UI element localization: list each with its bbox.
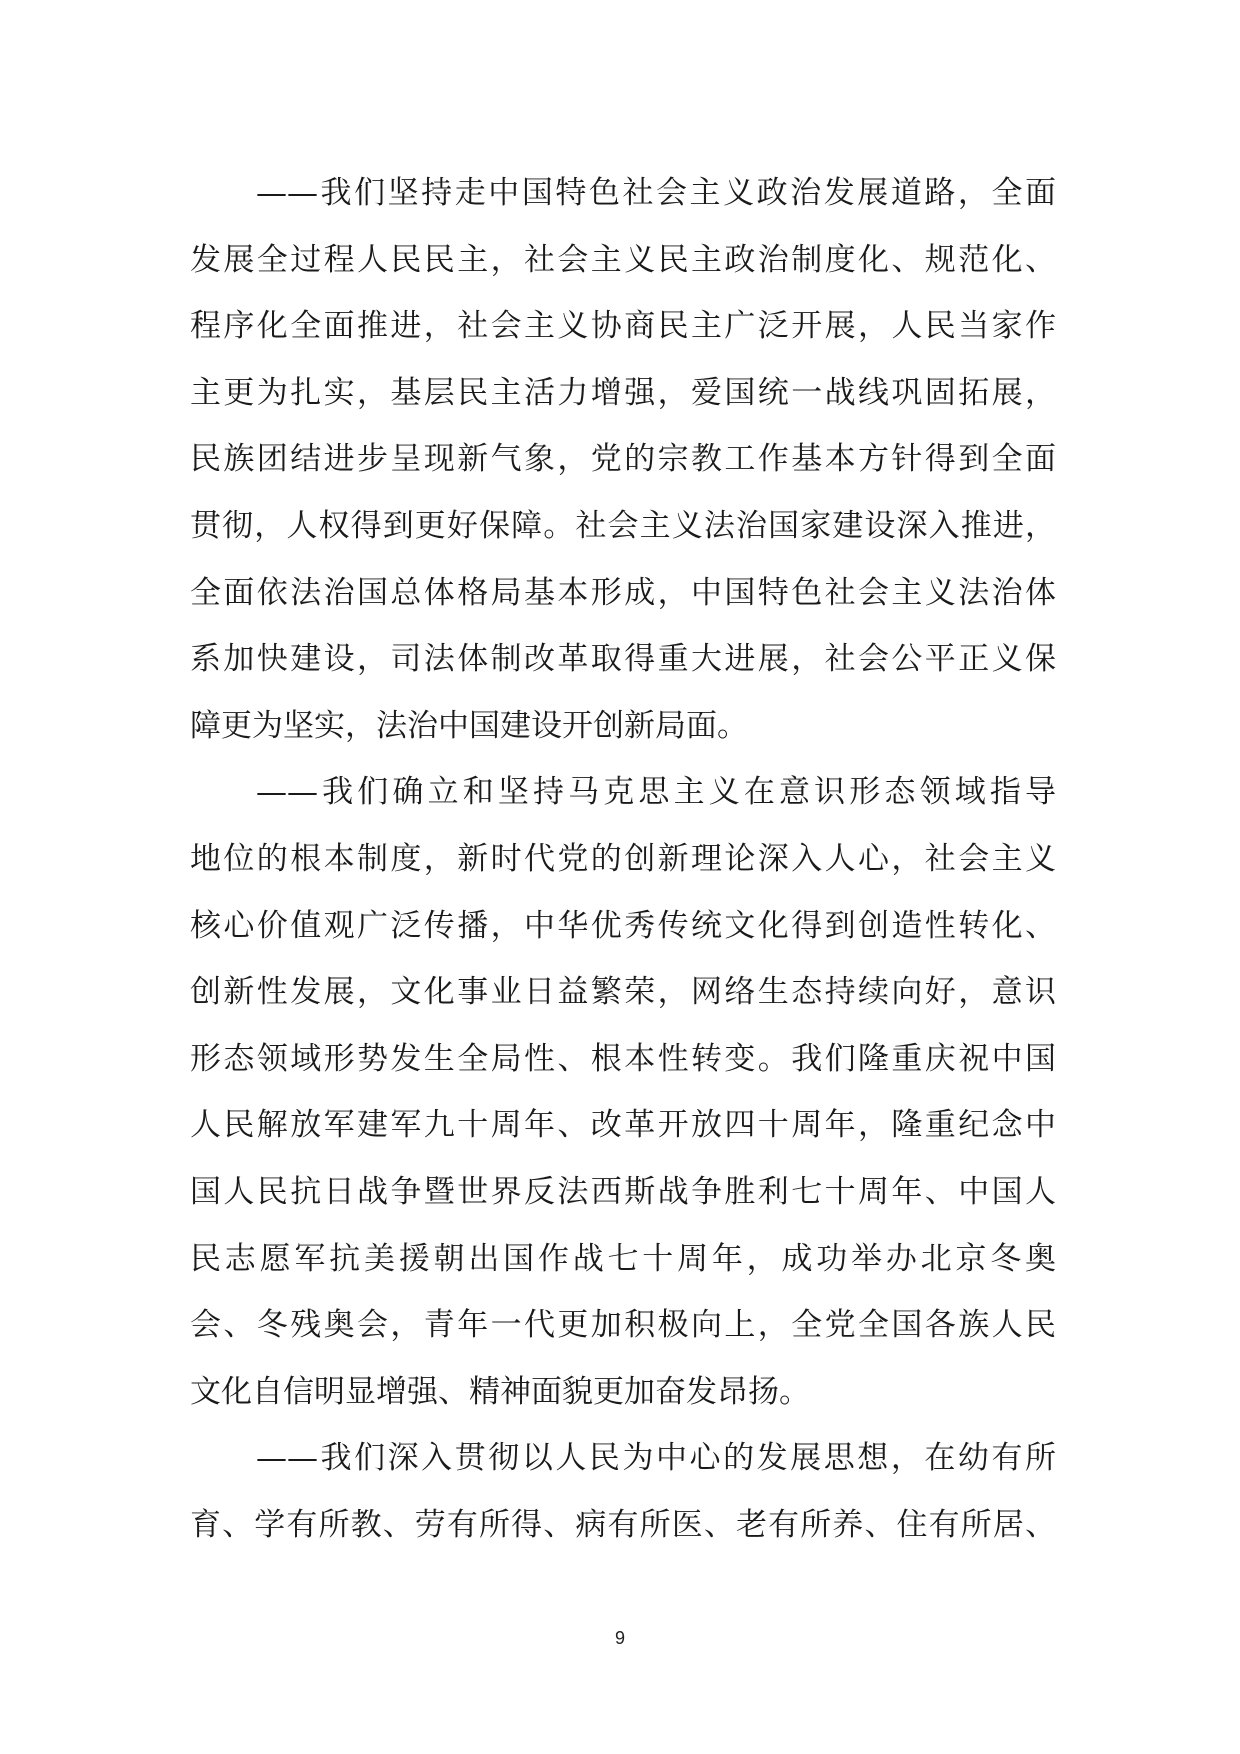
text-line: 国人民抗日战争暨世界反法西斯战争胜利七十周年、中国人 [190,1173,1056,1210]
text-line: 全面依法治国总体格局基本形成，中国特色社会主义法治体 [190,574,1056,611]
text-line: ——我们坚持走中国特色社会主义政治发展道路，全面 [256,175,1056,211]
text-line: 民族团结进步呈现新气象，党的宗教工作基本方针得到全面 [190,441,1056,478]
text-line: 程序化全面推进，社会主义协商民主广泛开展，人民当家作 [190,308,1056,345]
body-text [190,160,1056,1558]
text-line: 地位的根本制度，新时代党的创新理论深入人心，社会主义 [190,840,1056,877]
text-line: 核心价值观广泛传播，中华优秀传统文化得到创造性转化、 [190,907,1056,944]
text-line: 文化自信明显增强、精神面貌更加奋发昂扬。 [190,1373,810,1410]
text-line: 发展全过程人民民主，社会主义民主政治制度化、规范化、 [190,241,1056,278]
text-line: 障更为坚实，法治中国建设开创新局面。 [190,707,748,744]
text-line: 会、冬残奥会，青年一代更加积极向上，全党全国各族人民 [190,1307,1056,1344]
text-line: 创新性发展，文化事业日益繁荣，网络生态持续向好，意识 [190,974,1056,1011]
text-line: ——我们确立和坚持马克思主义在意识形态领域指导 [256,774,1056,811]
paragraph-ideology [190,759,1056,1425]
text-line: 主更为扎实，基层民主活力增强，爱国统一战线巩固拓展， [190,374,1056,411]
page-number: 9 [614,1628,625,1648]
text-line: 形态领域形势发生全局性、根本性转变。我们隆重庆祝中国 [190,1040,1056,1077]
text-line: 人民解放军建军九十周年、改革开放四十周年，隆重纪念中 [190,1107,1056,1144]
paragraph-people-centered [190,1425,1056,1558]
paragraph-politics [190,160,1056,759]
text-line: 育、学有所教、劳有所得、病有所医、老有所养、住有所居、 [190,1506,1056,1543]
text-line: 贯彻，人权得到更好保障。社会主义法治国家建设深入推进， [190,507,1056,544]
text-line: ——我们深入贯彻以人民为中心的发展思想，在幼有所 [256,1440,1056,1477]
text-line: 系加快建设，司法体制改革取得重大进展，社会公平正义保 [190,641,1056,678]
text-line: 民志愿军抗美援朝出国作战七十周年，成功举办北京冬奥 [190,1240,1056,1277]
